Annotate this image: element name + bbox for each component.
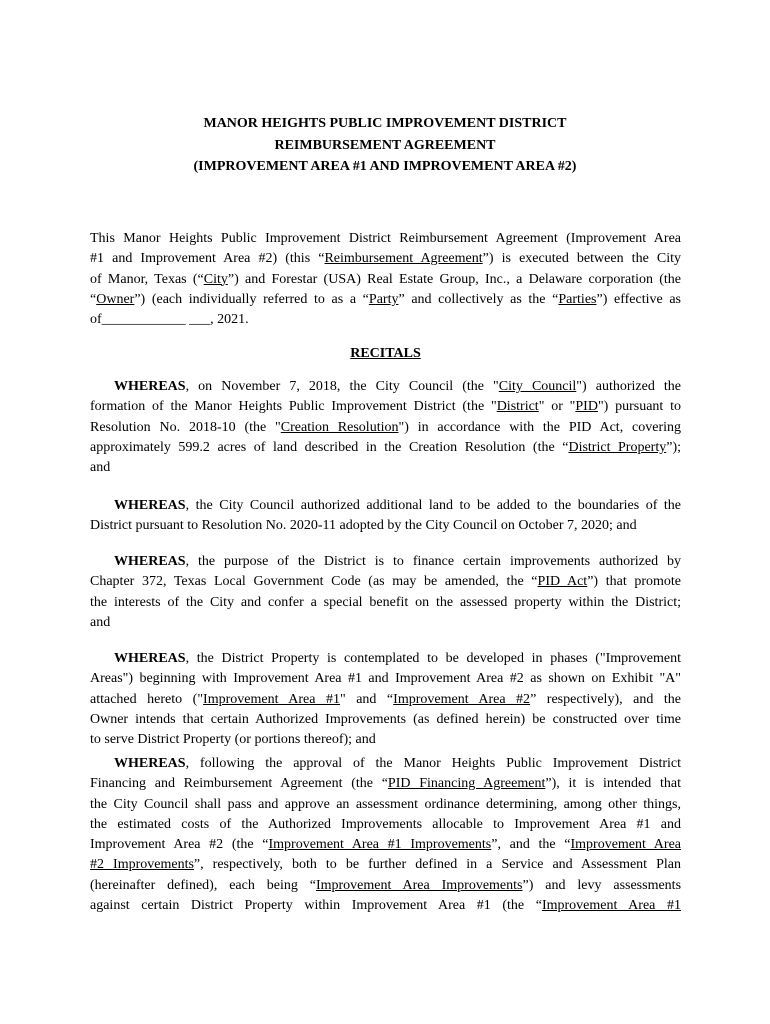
whereas-5-line-7: (hereinafter defined), each being “Improvement Area Improvements”) and levy assessments	[90, 877, 682, 893]
defined-term-district-property: District Property	[568, 439, 667, 455]
defined-term-district: District	[496, 399, 539, 415]
whereas-5-line-8: against certain District Property within Improvement Area #1 (the “Improvement Area #1	[90, 898, 681, 914]
whereas-4-line-4: Owner intends that certain Authorized Improvements (as defined herein) be constructed over time	[90, 711, 681, 727]
recitals-heading: RECITALS	[350, 346, 421, 361]
whereas-1-line-3: Resolution No. 2018-10 (the "Creation Resolution") in accordance with the PID Act, covering	[90, 419, 682, 435]
whereas-5-line-2: Financing and Reimbursement Agreement (the “PID Financing Agreement”), it is intended that	[90, 776, 681, 792]
whereas-1-line-5: and	[90, 460, 111, 476]
whereas-paragraph-3	[90, 552, 681, 633]
whereas-4-line-1: WHEREAS, the District Property is contemplated to be developed in phases ("Improvement	[114, 651, 681, 666]
whereas-1-line-1: WHEREAS, on November 7, 2018, the City Council (the "City Council") authorized the	[114, 379, 681, 394]
defined-term-improvement-area-2-improvements-part-1: Improvement Area	[570, 837, 682, 853]
whereas-label: WHEREAS	[114, 651, 186, 666]
whereas-5-line-1: WHEREAS, following the approval of the Manor Heights Public Improvement District	[114, 756, 681, 771]
whereas-paragraph-1	[90, 377, 681, 478]
intro-line-4: “Owner”) (each individually referred to as a “Party” and collectively as the “Parties”) effective as	[90, 291, 682, 307]
defined-term-owner: Owner	[96, 291, 135, 307]
defined-term-pid: PID	[575, 399, 598, 415]
whereas-4-line-3: attached hereto ("Improvement Area #1" and “Improvement Area #2” respectively), and the	[90, 691, 681, 707]
whereas-paragraph-4	[90, 649, 681, 750]
defined-term-improvement-area-2: Improvement Area #2	[393, 691, 531, 707]
intro-line-1: This Manor Heights Public Improvement District Reimbursement Agreement (Improvement Area	[90, 231, 681, 246]
defined-term-improvement-area-1-improvements: Improvement Area #1 Improvements	[268, 837, 492, 853]
whereas-2-line-2: District pursuant to Resolution No. 2020-11 adopted by the City Council on October 7, 2020; and	[90, 518, 637, 534]
whereas-paragraph-2	[90, 496, 681, 537]
whereas-4-line-5: to serve District Property (or portions thereof); and	[90, 732, 376, 748]
whereas-2-line-1: WHEREAS, the City Council authorized additional land to be added to the boundaries of the	[114, 498, 681, 513]
title-line-1: MANOR HEIGHTS PUBLIC IMPROVEMENT DISTRICT	[203, 116, 567, 131]
whereas-5-line-6: #2 Improvements”, respectively, both to be further defined in a Service and Assessment Plan	[90, 857, 681, 873]
defined-term-party: Party	[368, 291, 399, 307]
whereas-4-line-2: Areas") beginning with Improvement Area #1 and Improvement Area #2 as shown on Exhibit "A"	[90, 671, 681, 687]
defined-term-parties: Parties	[558, 291, 597, 307]
defined-term-improvement-area-2-improvements-part-2: #2 Improvements	[90, 857, 194, 873]
whereas-label: WHEREAS	[114, 756, 186, 771]
defined-term-city-council: City Council	[498, 379, 577, 394]
defined-term-pid-act: PID Act	[537, 574, 588, 590]
whereas-5-line-4: the estimated costs of the Authorized Improvements allocable to Improvement Area #1 and	[90, 816, 681, 832]
defined-term-reimbursement-agreement: Reimbursement Agreement	[324, 251, 483, 267]
defined-term-pid-financing-agreement: PID Financing Agreement	[387, 776, 546, 792]
defined-term-improvement-area-1: Improvement Area #1	[203, 691, 340, 707]
defined-term-creation-resolution: Creation Resolution	[280, 419, 399, 435]
intro-line-2: #1 and Improvement Area #2) (this “Reimbursement Agreement”) is executed between the City	[90, 251, 682, 267]
defined-term-improvement-area-1-partial: Improvement Area #1	[541, 898, 681, 914]
defined-term-improvement-area-improvements: Improvement Area Improvements	[315, 877, 523, 893]
whereas-paragraph-5	[90, 754, 681, 916]
whereas-label: WHEREAS	[114, 554, 186, 569]
intro-line-3: of Manor, Texas (“City”) and Forestar (USA) Real Estate Group, Inc., a Delaware corporation (the	[90, 271, 681, 287]
whereas-label: WHEREAS	[114, 379, 186, 394]
whereas-1-line-4: approximately 599.2 acres of land described in the Creation Resolution (the “District Property”);	[90, 439, 681, 455]
whereas-5-line-5: Improvement Area #2 (the “Improvement Area #1 Improvements”, and the “Improvement Area	[90, 837, 682, 853]
title-line-3: (IMPROVEMENT AREA #1 AND IMPROVEMENT AREA #2)	[193, 159, 577, 174]
title-line-2: REIMBURSEMENT AGREEMENT	[274, 137, 496, 153]
whereas-1-line-2: formation of the Manor Heights Public Improvement District (the "District" or "PID") pursuant to	[90, 399, 682, 415]
whereas-5-line-3: the City Council shall pass and approve an assessment ordinance determining, among other things,	[90, 796, 681, 812]
whereas-3-line-3: the interests of the City and confer a special benefit on the assessed property within the District;	[90, 594, 681, 610]
intro-paragraph	[90, 229, 681, 330]
whereas-label: WHEREAS	[114, 498, 186, 513]
whereas-3-line-4: and	[90, 614, 111, 630]
document-title	[90, 113, 680, 178]
whereas-3-line-1: WHEREAS, the purpose of the District is to finance certain improvements authorized by	[114, 554, 681, 569]
defined-term-city: City	[203, 271, 228, 287]
intro-line-5: of____________ ___, 2021.	[90, 312, 249, 328]
whereas-3-line-2: Chapter 372, Texas Local Government Code (as may be amended, the “PID Act”) that promote	[90, 574, 682, 590]
